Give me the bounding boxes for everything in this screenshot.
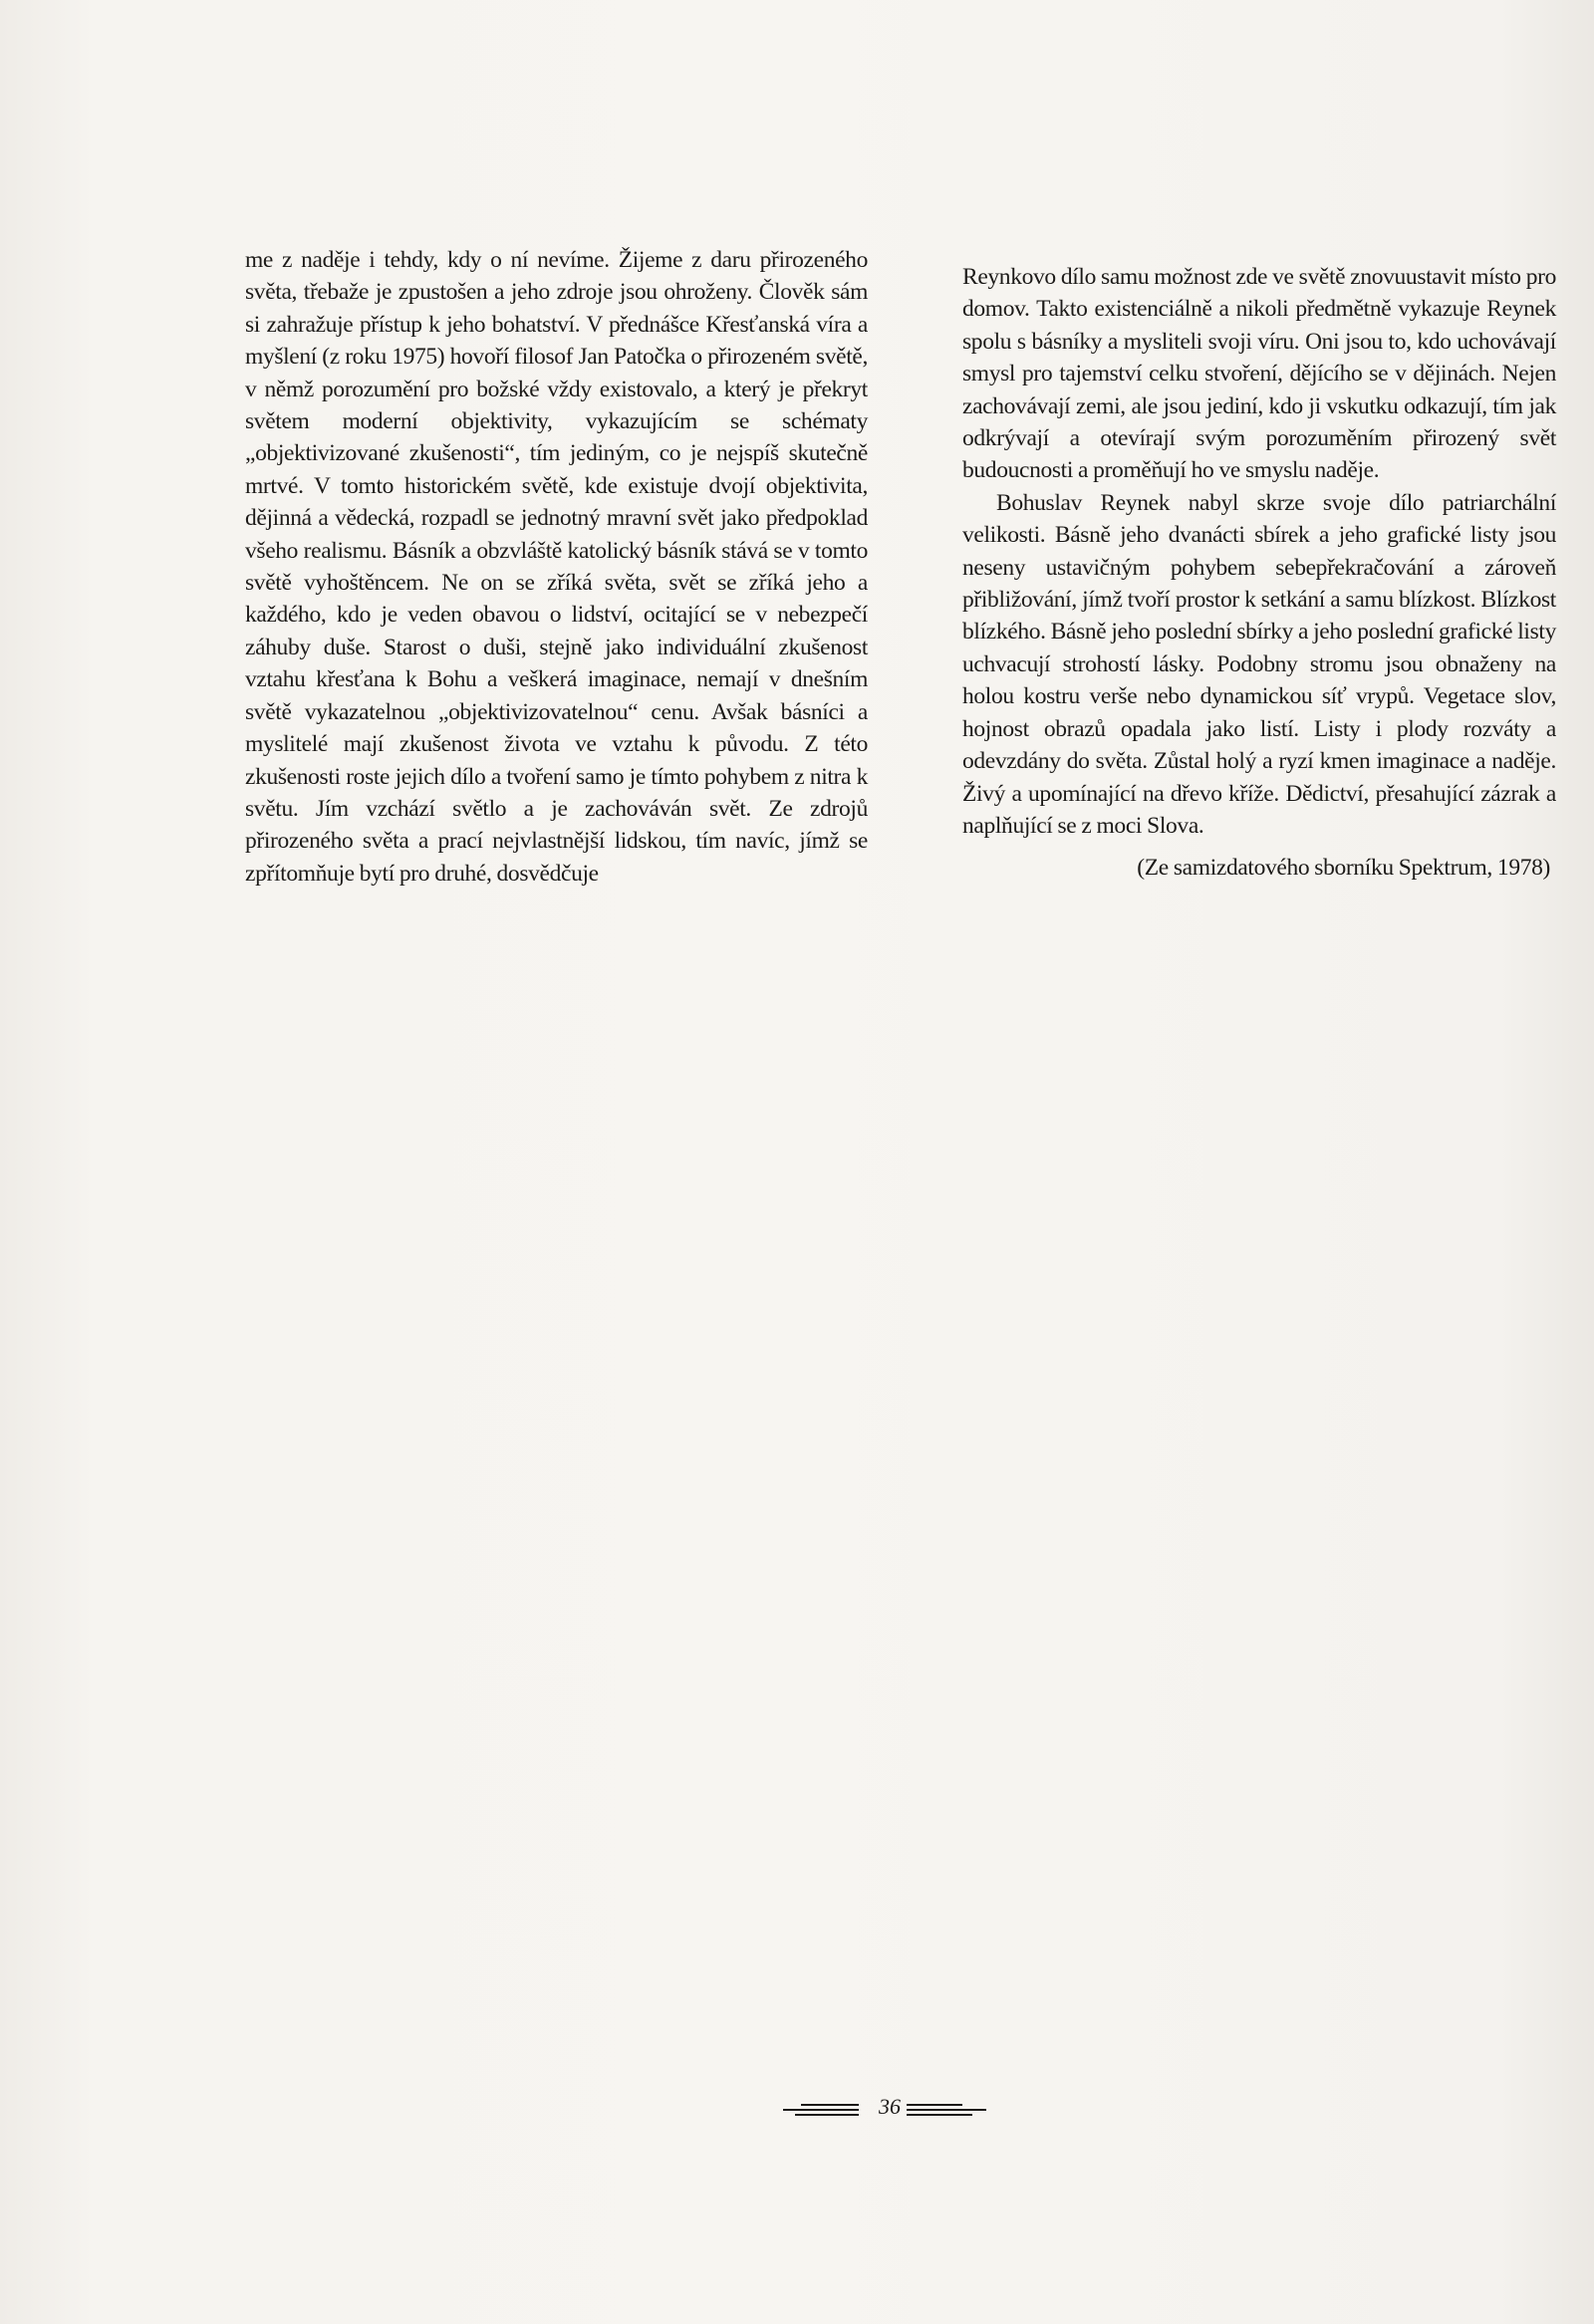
paragraph-continuation: Reynkovo dílo samu možnost zde ve světě znovuustavit místo pro domov. Takto existenciálně a nikoli předmětně vykazuje Reynek spolu s básníky a mysliteli svoji víru. Oni jsou to, kdo uchovávají smysl pro tajemství celku stvoření, dějícího se v dějinách. Nejen zachovávají zemi, ale jsou jediní, kdo ji vskutku odkazují, tím jak odkrývají a otevírají svým porozuměním přirozený svět budoucnosti a proměňují ho ve smyslu naděje. xyxy=(962,264,1556,484)
page-number: 36 xyxy=(879,2094,901,2119)
source-citation: (Ze samizdatového sborníku Spektrum, 1978) xyxy=(1137,855,1550,882)
footer-rule-right xyxy=(907,2114,972,2116)
paragraph-continuation: me z naděje i tehdy, kdy o ní nevíme. Žijeme z daru přirozeného světa, třebaže je zpustošen a jeho zdroje jsou ohroženy. Člověk sám si zahražuje přístup k jeho bohatství. V přednášce Křesťanská víra a myšlení (z roku 1975) hovoří filosof Jan Patočka o přirozeném světě, v němž porozumění pro božské vždy existovalo, a který je překryt světem moderní objektivity, vykazujícím se schématy „objektivizované zkušenosti“, tím jediným, co je nejspíš skutečně mrtvé. V tomto historickém světě, kde existuje dvojí objektivita, dějinná a vědecká, rozpadl se jednotný mravní svět jako předpoklad všeho realismu. Básník a obzvláště katolický básník stává se v tomto světě vyhoštěncem. Ne on se zříká světa, svět se zříká jeho a každého, kdo je veden obavou o lidství, ocitající se v nebezpečí záhuby duše. Starost o duši, stejně jako individuální zkušenost vztahu křesťana k Bohu a veškerá imaginace, nemají v dnešním světě vykazatelnou „objektivizovatelnou“ cenu. Avšak básníci a myslitelé mají zkušenost života ve vztahu k původu. Z této zkušenosti roste jejich dílo a tvoření samo je tímto pohybem z nitra k světu. Jím vzchází světlo a je zachováván svět. Ze zdrojů přirozeného světa a prací nejvlastnější lidskou, tím navíc, jímž se zpřítomňuje bytí pro druhé, dosvědčuje xyxy=(245,247,868,887)
footer-rule-right xyxy=(907,2109,986,2111)
footer-rule-left xyxy=(783,2109,859,2111)
footer-rule-left xyxy=(795,2114,859,2116)
footer-rule-left xyxy=(801,2104,859,2106)
text-column-right xyxy=(962,261,1556,885)
footer-rule-right xyxy=(907,2104,962,2106)
text-column-left xyxy=(245,244,868,890)
page-footer xyxy=(783,2094,1002,2124)
paragraph: Bohuslav Reynek nabyl skrze svoje dílo patriarchální velikosti. Básně jeho dvanácti sbírek a jeho grafické listy jsou neseny ustavičným pohybem sebepřekračování a zároveň přibližování, jímž tvoří prostor k setkání a samu blízkost. Blízkost blízkého. Básně jeho poslední sbírky a jeho poslední grafické listy uchvacují strohostí lásky. Podobny stromu jsou obnaženy na holou kostru verše nebo dynamickou síť vrypů. Vegetace slov, hojnost obrazů opadala jako listí. Listy i plody rozváty a odevzdány do světa. Zůstal holý a ryzí kmen imaginace a naděje. Živý a upomínající na dřevo kříže. Dědictví, přesahující zázrak a naplňující se z moci Slova. xyxy=(962,489,1556,839)
